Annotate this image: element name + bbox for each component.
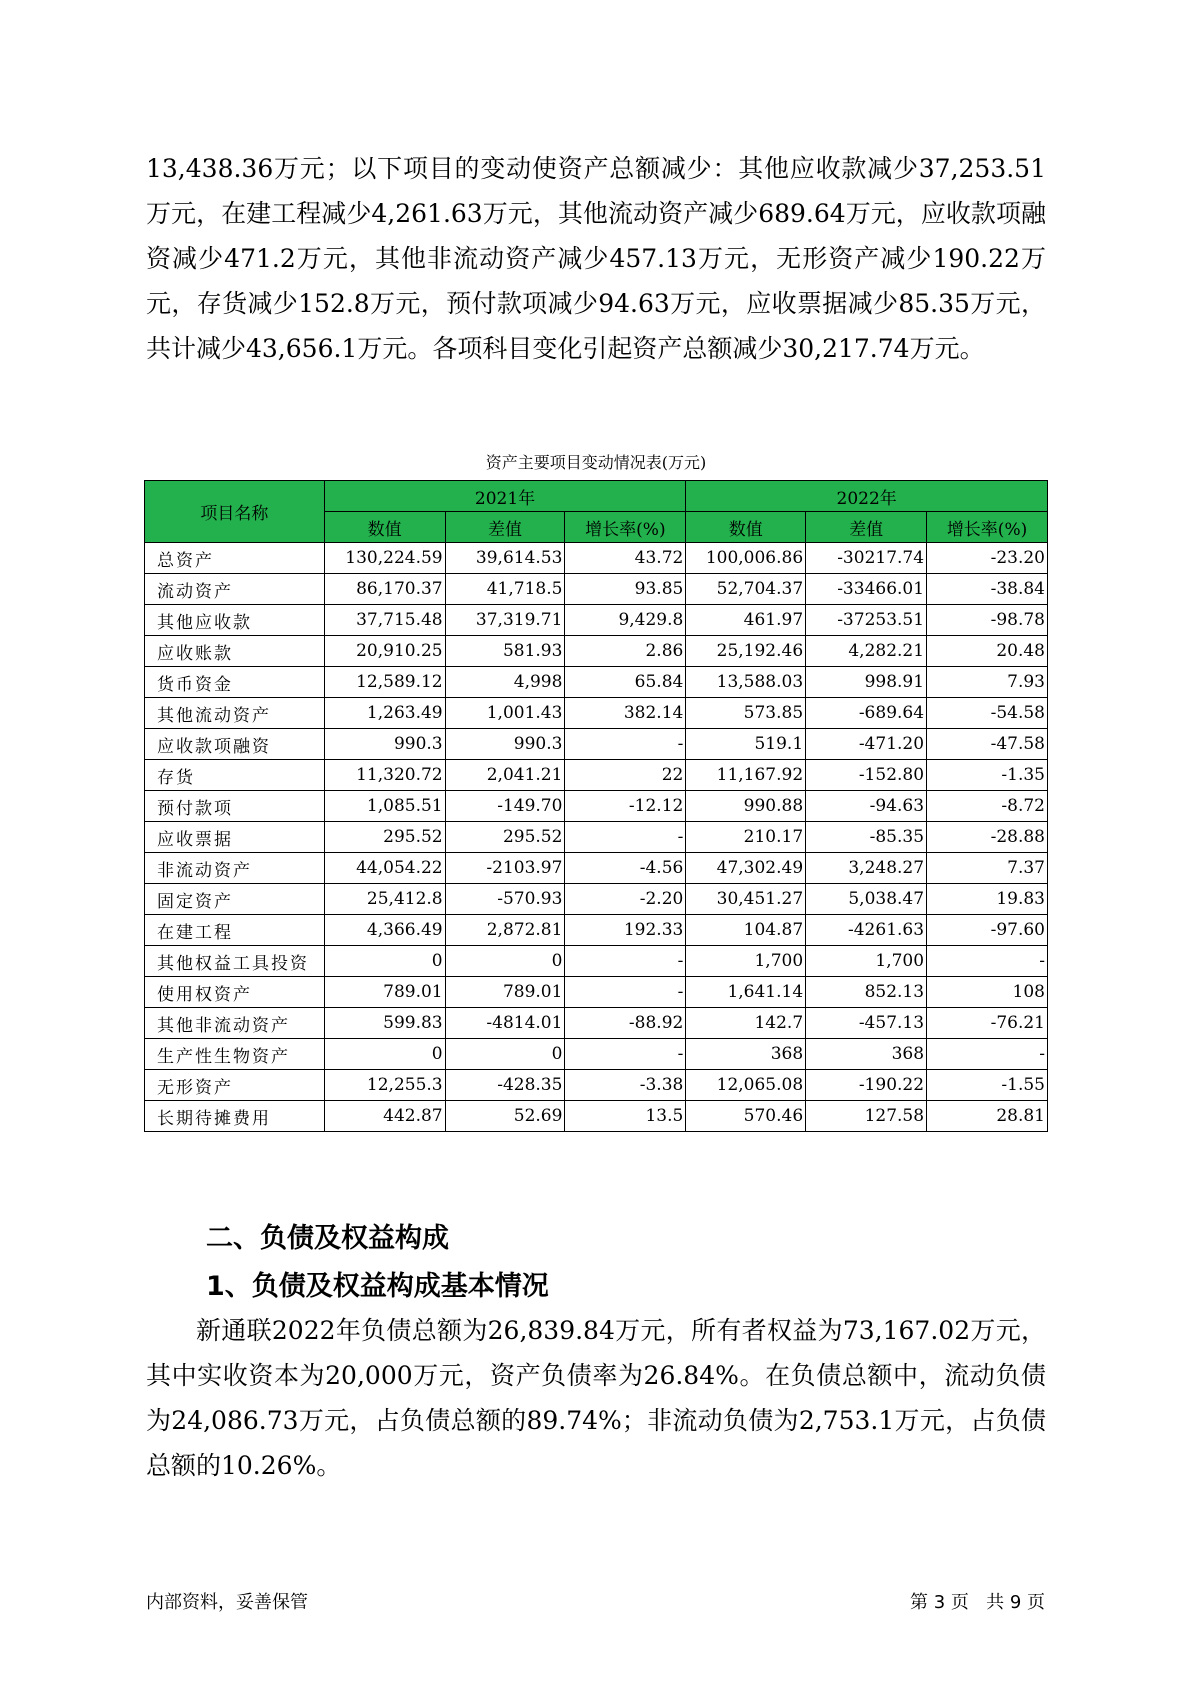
table-row bbox=[145, 729, 1048, 760]
row-value-cell: 852.13 bbox=[806, 977, 927, 1008]
row-value-cell: 7.93 bbox=[927, 667, 1048, 698]
table-row bbox=[145, 1101, 1048, 1132]
row-value-cell: 5,038.47 bbox=[806, 884, 927, 915]
row-value-cell: -94.63 bbox=[806, 791, 927, 822]
row-item-name: 应收账款 bbox=[145, 636, 325, 667]
body-paragraph-liabilities: 新通联2022年负债总额为26,839.84万元，所有者权益为73,167.02万元，其中实收资本为20,000万元，资产负债率为26.84%。在负债总额中，流动负债为24,086.73万元，占负债总额的89.74%；非流动负债为2,753.1万元，占负债总额的10.26%。 bbox=[146, 1316, 1046, 1480]
table-row bbox=[145, 915, 1048, 946]
row-value-cell: 295.52 bbox=[445, 822, 565, 853]
row-value-cell: 19.83 bbox=[927, 884, 1048, 915]
row-value-cell: -152.80 bbox=[806, 760, 927, 791]
row-value-cell: -12.12 bbox=[565, 791, 686, 822]
row-value-cell: - bbox=[927, 1039, 1048, 1070]
row-item-name: 预付款项 bbox=[145, 791, 325, 822]
row-item-name: 其他非流动资产 bbox=[145, 1008, 325, 1039]
row-value-cell: 519.1 bbox=[686, 729, 806, 760]
row-value-cell: 1,700 bbox=[806, 946, 927, 977]
row-value-cell: 1,700 bbox=[686, 946, 806, 977]
row-item-name: 无形资产 bbox=[145, 1070, 325, 1101]
row-value-cell: -149.70 bbox=[445, 791, 565, 822]
row-value-cell: 3,248.27 bbox=[806, 853, 927, 884]
table-row bbox=[145, 667, 1048, 698]
row-value-cell: -33466.01 bbox=[806, 574, 927, 605]
header-year-2022: 2022年 bbox=[686, 481, 1048, 512]
row-value-cell: 30,451.27 bbox=[686, 884, 806, 915]
footer-page-number: 第 3 页 共 9 页 bbox=[910, 1592, 1045, 1613]
row-item-name: 在建工程 bbox=[145, 915, 325, 946]
row-item-name: 生产性生物资产 bbox=[145, 1039, 325, 1070]
row-value-cell: 368 bbox=[806, 1039, 927, 1070]
row-value-cell: -2.20 bbox=[565, 884, 686, 915]
header-diff-2022: 差值 bbox=[806, 512, 927, 543]
row-value-cell: 37,715.48 bbox=[324, 605, 445, 636]
table-caption: 资产主要项目变动情况表(万元) bbox=[485, 453, 707, 472]
asset-change-table bbox=[144, 480, 1048, 1132]
row-value-cell: -30217.74 bbox=[806, 543, 927, 574]
row-value-cell: 37,319.71 bbox=[445, 605, 565, 636]
header-value-2021: 数值 bbox=[324, 512, 445, 543]
row-value-cell: -4261.63 bbox=[806, 915, 927, 946]
row-item-name: 应收票据 bbox=[145, 822, 325, 853]
row-value-cell: - bbox=[565, 1039, 686, 1070]
row-item-name: 货币资金 bbox=[145, 667, 325, 698]
table-row bbox=[145, 884, 1048, 915]
row-value-cell: 573.85 bbox=[686, 698, 806, 729]
row-value-cell: 0 bbox=[324, 1039, 445, 1070]
row-value-cell: 25,192.46 bbox=[686, 636, 806, 667]
table-row bbox=[145, 760, 1048, 791]
row-value-cell: -1.55 bbox=[927, 1070, 1048, 1101]
row-item-name: 非流动资产 bbox=[145, 853, 325, 884]
row-value-cell: -28.88 bbox=[927, 822, 1048, 853]
table-row bbox=[145, 574, 1048, 605]
row-value-cell: 11,167.92 bbox=[686, 760, 806, 791]
row-value-cell: 28.81 bbox=[927, 1101, 1048, 1132]
row-value-cell: -2103.97 bbox=[445, 853, 565, 884]
row-value-cell: 142.7 bbox=[686, 1008, 806, 1039]
row-value-cell: 599.83 bbox=[324, 1008, 445, 1039]
row-value-cell: 100,006.86 bbox=[686, 543, 806, 574]
row-value-cell: 7.37 bbox=[927, 853, 1048, 884]
row-value-cell: 12,065.08 bbox=[686, 1070, 806, 1101]
header-year-2021: 2021年 bbox=[324, 481, 686, 512]
row-value-cell: -76.21 bbox=[927, 1008, 1048, 1039]
subsection-heading: 1、负债及权益构成基本情况 bbox=[206, 1271, 549, 1302]
row-value-cell: 2,872.81 bbox=[445, 915, 565, 946]
row-item-name: 固定资产 bbox=[145, 884, 325, 915]
header-value-2022: 数值 bbox=[686, 512, 806, 543]
row-value-cell: 13.5 bbox=[565, 1101, 686, 1132]
row-value-cell: -47.58 bbox=[927, 729, 1048, 760]
footer-confidential-note: 内部资料，妥善保管 bbox=[146, 1592, 308, 1613]
row-value-cell: 9,429.8 bbox=[565, 605, 686, 636]
row-value-cell: -471.20 bbox=[806, 729, 927, 760]
row-value-cell: 192.33 bbox=[565, 915, 686, 946]
row-value-cell: 4,282.21 bbox=[806, 636, 927, 667]
row-value-cell: 44,054.22 bbox=[324, 853, 445, 884]
row-value-cell: 20,910.25 bbox=[324, 636, 445, 667]
table-row bbox=[145, 946, 1048, 977]
table-row bbox=[145, 1008, 1048, 1039]
table-body bbox=[145, 543, 1048, 1132]
row-value-cell: 41,718.5 bbox=[445, 574, 565, 605]
row-value-cell: 93.85 bbox=[565, 574, 686, 605]
table-row bbox=[145, 1070, 1048, 1101]
row-item-name: 其他权益工具投资 bbox=[145, 946, 325, 977]
row-value-cell: 2,041.21 bbox=[445, 760, 565, 791]
row-value-cell: -190.22 bbox=[806, 1070, 927, 1101]
row-value-cell: 108 bbox=[927, 977, 1048, 1008]
row-value-cell: 990.88 bbox=[686, 791, 806, 822]
row-value-cell: -457.13 bbox=[806, 1008, 927, 1039]
row-value-cell: -1.35 bbox=[927, 760, 1048, 791]
row-value-cell: 0 bbox=[324, 946, 445, 977]
table-row bbox=[145, 791, 1048, 822]
row-item-name: 总资产 bbox=[145, 543, 325, 574]
row-value-cell: 789.01 bbox=[324, 977, 445, 1008]
row-value-cell: - bbox=[927, 946, 1048, 977]
row-value-cell: 20.48 bbox=[927, 636, 1048, 667]
section-heading: 二、负债及权益构成 bbox=[206, 1223, 449, 1254]
header-growth-2021: 增长率(%) bbox=[565, 512, 686, 543]
row-value-cell: 65.84 bbox=[565, 667, 686, 698]
row-value-cell: - bbox=[565, 729, 686, 760]
row-value-cell: 1,263.49 bbox=[324, 698, 445, 729]
row-value-cell: - bbox=[565, 946, 686, 977]
row-value-cell: 11,320.72 bbox=[324, 760, 445, 791]
table-row bbox=[145, 977, 1048, 1008]
row-value-cell: 52.69 bbox=[445, 1101, 565, 1132]
row-value-cell: 43.72 bbox=[565, 543, 686, 574]
row-value-cell: -689.64 bbox=[806, 698, 927, 729]
row-value-cell: 130,224.59 bbox=[324, 543, 445, 574]
row-value-cell: 382.14 bbox=[565, 698, 686, 729]
row-value-cell: 25,412.8 bbox=[324, 884, 445, 915]
row-item-name: 长期待摊费用 bbox=[145, 1101, 325, 1132]
row-value-cell: -23.20 bbox=[927, 543, 1048, 574]
row-value-cell: 12,589.12 bbox=[324, 667, 445, 698]
row-value-cell: 295.52 bbox=[324, 822, 445, 853]
row-item-name: 其他流动资产 bbox=[145, 698, 325, 729]
header-item-name: 项目名称 bbox=[145, 481, 325, 543]
table-row bbox=[145, 1039, 1048, 1070]
row-value-cell: 52,704.37 bbox=[686, 574, 806, 605]
row-value-cell: 12,255.3 bbox=[324, 1070, 445, 1101]
row-value-cell: 210.17 bbox=[686, 822, 806, 853]
row-value-cell: -37253.51 bbox=[806, 605, 927, 636]
row-item-name: 应收款项融资 bbox=[145, 729, 325, 760]
row-value-cell: 47,302.49 bbox=[686, 853, 806, 884]
header-diff-2021: 差值 bbox=[445, 512, 565, 543]
table-row bbox=[145, 822, 1048, 853]
row-value-cell: 1,001.43 bbox=[445, 698, 565, 729]
row-item-name: 流动资产 bbox=[145, 574, 325, 605]
row-value-cell: -97.60 bbox=[927, 915, 1048, 946]
table-row bbox=[145, 698, 1048, 729]
row-value-cell: - bbox=[565, 822, 686, 853]
row-value-cell: 0 bbox=[445, 1039, 565, 1070]
row-value-cell: 1,085.51 bbox=[324, 791, 445, 822]
row-value-cell: 0 bbox=[445, 946, 565, 977]
row-value-cell: 570.46 bbox=[686, 1101, 806, 1132]
row-value-cell: -3.38 bbox=[565, 1070, 686, 1101]
row-value-cell: 4,366.49 bbox=[324, 915, 445, 946]
row-value-cell: 4,998 bbox=[445, 667, 565, 698]
row-value-cell: 22 bbox=[565, 760, 686, 791]
row-value-cell: -88.92 bbox=[565, 1008, 686, 1039]
table-row bbox=[145, 605, 1048, 636]
row-value-cell: -85.35 bbox=[806, 822, 927, 853]
row-value-cell: 998.91 bbox=[806, 667, 927, 698]
row-value-cell: -4.56 bbox=[565, 853, 686, 884]
row-value-cell: 461.97 bbox=[686, 605, 806, 636]
table-row bbox=[145, 853, 1048, 884]
row-item-name: 存货 bbox=[145, 760, 325, 791]
row-value-cell: -570.93 bbox=[445, 884, 565, 915]
row-value-cell: -4814.01 bbox=[445, 1008, 565, 1039]
row-value-cell: 990.3 bbox=[445, 729, 565, 760]
row-value-cell: 442.87 bbox=[324, 1101, 445, 1132]
row-value-cell: 39,614.53 bbox=[445, 543, 565, 574]
row-value-cell: -54.58 bbox=[927, 698, 1048, 729]
row-value-cell: - bbox=[565, 977, 686, 1008]
row-value-cell: 86,170.37 bbox=[324, 574, 445, 605]
row-value-cell: 789.01 bbox=[445, 977, 565, 1008]
row-value-cell: 13,588.03 bbox=[686, 667, 806, 698]
row-value-cell: -8.72 bbox=[927, 791, 1048, 822]
row-value-cell: 1,641.14 bbox=[686, 977, 806, 1008]
row-value-cell: 368 bbox=[686, 1039, 806, 1070]
row-value-cell: 104.87 bbox=[686, 915, 806, 946]
row-value-cell: 2.86 bbox=[565, 636, 686, 667]
table-row bbox=[145, 543, 1048, 574]
row-value-cell: -38.84 bbox=[927, 574, 1048, 605]
row-value-cell: -428.35 bbox=[445, 1070, 565, 1101]
row-value-cell: 127.58 bbox=[806, 1101, 927, 1132]
row-item-name: 其他应收款 bbox=[145, 605, 325, 636]
row-item-name: 使用权资产 bbox=[145, 977, 325, 1008]
row-value-cell: -98.78 bbox=[927, 605, 1048, 636]
header-growth-2022: 增长率(%) bbox=[927, 512, 1048, 543]
body-paragraph: 13,438.36万元；以下项目的变动使资产总额减少：其他应收款减少37,253.51万元，在建工程减少4,261.63万元，其他流动资产减少689.64万元，应收款项融资减少471.2万元，其他非流动资产减少457.13万元，无形资产减少190.22万元，存货减少152.8万元，预付款项减少94.63万元，应收票据减少85.35万元，共计减少43,656.1万元。各项科目变化引起资产总额减少30,217.74万元。 bbox=[146, 154, 1046, 363]
row-value-cell: 990.3 bbox=[324, 729, 445, 760]
row-value-cell: 581.93 bbox=[445, 636, 565, 667]
table-row bbox=[145, 636, 1048, 667]
